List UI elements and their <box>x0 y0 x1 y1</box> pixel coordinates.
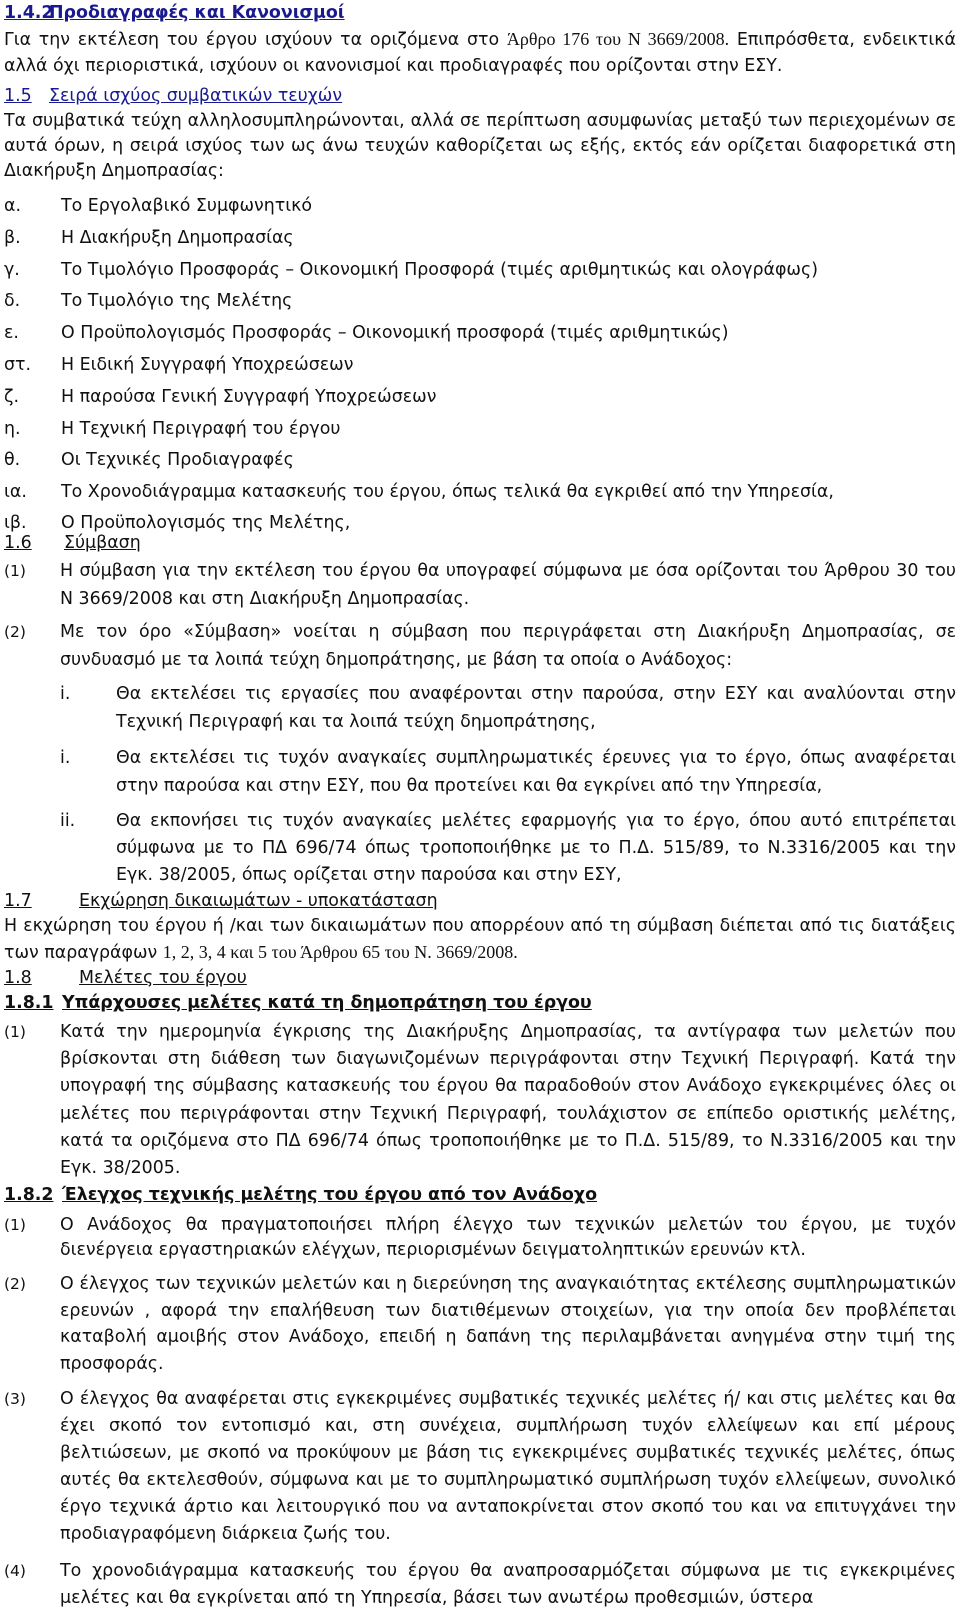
list-text: Το Χρονοδιάγραμμα κατασκευής του έργου, όπως τελικά θα εγκριθεί από την Υπηρεσία, <box>61 482 834 503</box>
list-text: Η Διακήρυξη Δημοπρασίας <box>61 227 294 248</box>
numbered-paragraph <box>4 618 956 674</box>
sub-text: Θα εκπονήσει τις τυχόν αναγκαίες μελέτες εφαρμογής για το έργο, όπου αυτό επιτρέπεται σύμφωνα με το ΠΔ 696/74 όπως τροποποιήθηκε με το Π.Δ. 515/89, το Ν.3316/2005 και την Εγκ. 38/2005, όπως ορίζεται στην παρούσα και στην ΕΣΥ, <box>116 810 956 885</box>
section-heading-1-4-2 <box>4 0 956 26</box>
section-heading-1-5 <box>4 79 956 109</box>
numbered-paragraph <box>4 1019 956 1182</box>
list-marker: θ. <box>4 450 21 471</box>
paragraph-assignment <box>4 913 956 966</box>
section-number: 1.8 <box>4 967 32 988</box>
paragraph-text: Ο Ανάδοχος θα πραγματοποιήσει πλήρη έλεγχο των τεχνικών μελετών του έργου, με τυχόν διενέργεια εργαστηριακών ελέγχων, περιορισμένων δειγματοληπτικών ερευνών κτλ. <box>60 1215 956 1261</box>
section-heading-1-8-1 <box>4 990 956 1016</box>
list-marker: ε. <box>4 323 19 344</box>
paragraph-marker: (1) <box>4 1216 26 1235</box>
text-run: Επιπρόσθετα, ενδεικτικά αλλά όχι περιοριστικά, ισχύουν οι κανονισμοί και προδιαγραφές που ορίζονται στην ΕΣΥ. <box>4 30 956 76</box>
list-item <box>4 222 956 254</box>
sub-marker: i. <box>60 747 71 768</box>
paragraph-marker: (3) <box>4 1390 26 1409</box>
section-title: Μελέτες του έργου <box>79 967 247 988</box>
paragraph-text: Το χρονοδιάγραμμα κατασκευής του έργου θα αναπροσαρμόζεται σύμφωνα με τις εγκεκριμένες μελέτες και θα εγκρίνεται από τη Υπηρεσία, βάσει των ανωτέρω προθεσμιών, ύστερα <box>60 1561 956 1609</box>
paragraph-text: Η σύμβαση για την εκτέλεση του έργου θα υπογραφεί σύμφωνα με όσα ορίζονται του Άρθρου 30 του Ν 3669/2008 και στη Διακήρυξη Δημοπρασίας. <box>60 560 956 609</box>
numbered-paragraph <box>4 1213 956 1263</box>
list-marker: στ. <box>4 354 32 375</box>
list-text: Η παρούσα Γενική Συγγραφή Υποχρεώσεων <box>61 386 437 407</box>
numbered-paragraph <box>4 1271 956 1377</box>
section-number: 1.8.1 <box>4 992 54 1013</box>
paragraph-text: Κατά την ημερομηνία έγκρισης της Διακήρυξης Δημοπρασίας, τα αντίγραφα των μελετών που βρίσκονται στη διάθεση των διαγωνιζομένων περιγράφονται στην Τεχνική Περιγραφή. Κατά την υπογραφή της σύμβασης κατασκευής του έργου θα παραδοθούν στον Ανάδοχο εγκεκριμένες όλες οι μελέτες που περιγράφονται στην Τεχνική Περιγραφή, τουλάχιστον σε επίπεδο οριστικής μελέτης, κατά τα οριζόμενα στο ΠΔ 696/74 όπως τροποποιήθηκε με το Π.Δ. 515/89, το Ν.3316/2005 και την Εγκ. 38/2005. <box>60 1021 956 1178</box>
text-run: Για την εκτέλεση του έργου ισχύουν τα οριζόμενα στο <box>4 30 507 50</box>
section-title: Υπάρχουσες μελέτες κατά τη δημοπράτηση του έργου <box>62 992 592 1013</box>
list-item <box>4 317 956 349</box>
numbered-paragraph <box>4 1558 956 1612</box>
section-number: 1.6 <box>4 532 32 553</box>
section-title: Προδιαγραφές και Κανονισμοί <box>49 3 345 23</box>
list-text: Ο Προϋπολογισμός της Μελέτης, <box>61 512 351 533</box>
paragraph-marker: (2) <box>4 622 26 641</box>
sub-item <box>60 680 956 736</box>
section-heading-1-7 <box>4 889 956 913</box>
list-item <box>4 381 956 413</box>
list-marker: η. <box>4 418 21 439</box>
paragraph-marker: (1) <box>4 1022 26 1041</box>
list-item <box>4 349 956 381</box>
sub-marker: ii. <box>60 810 76 831</box>
list-item <box>4 285 956 317</box>
text-run-serif: Άρθρο 176 του Ν 3669/2008. <box>506 29 730 49</box>
sub-item <box>60 744 956 800</box>
list-text: Οι Τεχνικές Προδιαγραφές <box>61 450 294 471</box>
list-item <box>4 254 956 286</box>
sub-item <box>60 808 956 889</box>
paragraph-marker: (2) <box>4 1275 26 1294</box>
paragraph-precedence-intro: Τα συμβατικά τεύχη αλληλοσυμπληρώνονται, αλλά σε περίπτωση ασυμφωνίας μεταξύ των περιεχομένων σε αυτά όρων, η σειρά ισχύος των ως άνω τευχών καθορίζεται ως εξής, εκτός εάν ορίζεται διαφορετικά στη Διακήρυξη Δημοπρασίας: <box>4 111 956 181</box>
text-run-serif: 1, 2, 3, 4 και 5 του Άρθρου 65 του Ν. 3669/2008. <box>162 941 518 962</box>
list-marker: ιβ. <box>4 512 27 533</box>
section-number: 1.7 <box>4 890 32 911</box>
section-title: Σύμβαση <box>64 532 141 553</box>
paragraph-specifications <box>4 26 956 79</box>
section-heading-1-6 <box>4 530 956 555</box>
sub-text: Θα εκτελέσει τις τυχόν αναγκαίες συμπληρωματικές έρευνες για το έργο, όπως αναφέρεται στην παρούσα και στην ΕΣΥ, που θα προτείνει και θα εγκρίνει από την Υπηρεσία, <box>116 747 956 796</box>
list-marker: ια. <box>4 482 27 503</box>
list-item <box>4 508 956 533</box>
list-marker: β. <box>4 227 21 248</box>
paragraph-marker: (1) <box>4 561 26 580</box>
section-heading-1-8 <box>4 966 956 990</box>
list-text: Ο Προϋπολογισμός Προσφοράς – Οικονομική προσφορά (τιμές αριθμητικώς) <box>61 323 729 344</box>
list-text: Το Εργολαβικό Συμφωνητικό <box>61 196 313 216</box>
list-marker: α. <box>4 196 21 216</box>
list-item <box>4 413 956 445</box>
list-text: Η Ειδική Συγγραφή Υποχρεώσεων <box>61 354 354 375</box>
paragraph-text: Με τον όρο «Σύμβαση» νοείται η σύμβαση που περιγράφεται στη Διακήρυξη Δημοπρασίας, σε συνδυασμό με τα λοιπά τεύχη δημοπράτησης, με βάση τα οποία ο Ανάδοχος: <box>60 621 956 670</box>
numbered-paragraph <box>4 557 956 613</box>
section-title: Εκχώρηση δικαιωμάτων - υποκατάσταση <box>79 890 438 911</box>
list-marker: ζ. <box>4 386 19 407</box>
section-number: 1.8.2 <box>4 1185 54 1206</box>
sub-marker: i. <box>60 683 71 704</box>
list-text: Το Τιμολόγιο της Μελέτης <box>61 291 293 312</box>
list-text: Η Τεχνική Περιγραφή του έργου <box>61 418 341 439</box>
paragraph-text: Ο έλεγχος θα αναφέρεται στις εγκεκριμένες συμβατικές τεχνικές μελέτες ή/ και στις μελέτες και θα έχει σκοπό τον εντοπισμό και, στη συνέχεια, συμπλήρωση τυχόν ελλείψεων και επί μέρους βελτιώσεων, με σκοπό να προκύψουν με βάση τις εγκεκριμένες συμβατικές τεχνικές μελέτες, όπως αυτές θα εκτελεσθούν, σύμφωνα και με το συμπληρωματικό συμπλήρωση τυχόν ελλείψεων, συνολικό έργο τεχνικά άρτιο και λειτουργικό που να ανταποκρίνεται στον σκοπό του και να επιτυγχάνει την προδιαγραφόμενη διάρκεια ζωής του. <box>60 1389 956 1545</box>
list-item <box>4 444 956 476</box>
paragraph-text: Ο έλεγχος των τεχνικών μελετών και η διερεύνηση της αναγκαιότητας εκτέλεσης συμπληρωματικών ερευνών , αφορά την επαλήθευση των διατιθέμενων στοιχείων, για την οποία δεν προβλέπεται καταβολή αμοιβής στον Ανάδοχο, επειδή η δαπάνη της περιλαμβάνεται ανηγμένα στην τιμή της προσφοράς. <box>60 1274 956 1374</box>
precedence-list <box>4 190 956 533</box>
list-marker: δ. <box>4 291 21 312</box>
text-run: Η εκχώρηση του έργου ή /και των δικαιωμάτων που απορρέουν από τη σύμβαση διέπεται από τις διατάξεις των παραγράφων <box>4 915 956 963</box>
paragraph-marker: (4) <box>4 1562 26 1581</box>
sub-text: Θα εκτελέσει τις εργασίες που αναφέρονται στην παρούσα, στην ΕΣΥ και αναλύονται στην Τεχνική Περιγραφή και τα λοιπά τεύχη δημοπράτησης, <box>116 683 956 732</box>
list-item <box>4 190 956 222</box>
numbered-paragraph <box>4 1386 956 1548</box>
list-marker: γ. <box>4 259 20 280</box>
section-number: 1.4.2 <box>4 3 54 23</box>
section-number: 1.5 <box>4 86 32 106</box>
section-title: Σειρά ισχύος συμβατικών τευχών <box>49 86 343 106</box>
list-item <box>4 476 956 508</box>
section-title: Έλεγχος τεχνικής μελέτης του έργου από τον Ανάδοχο <box>62 1185 598 1206</box>
list-text: Το Τιμολόγιο Προσφοράς – Οικονομική Προσφορά (τιμές αριθμητικώς και ολογράφως) <box>61 259 818 280</box>
section-heading-1-8-2 <box>4 1182 956 1208</box>
